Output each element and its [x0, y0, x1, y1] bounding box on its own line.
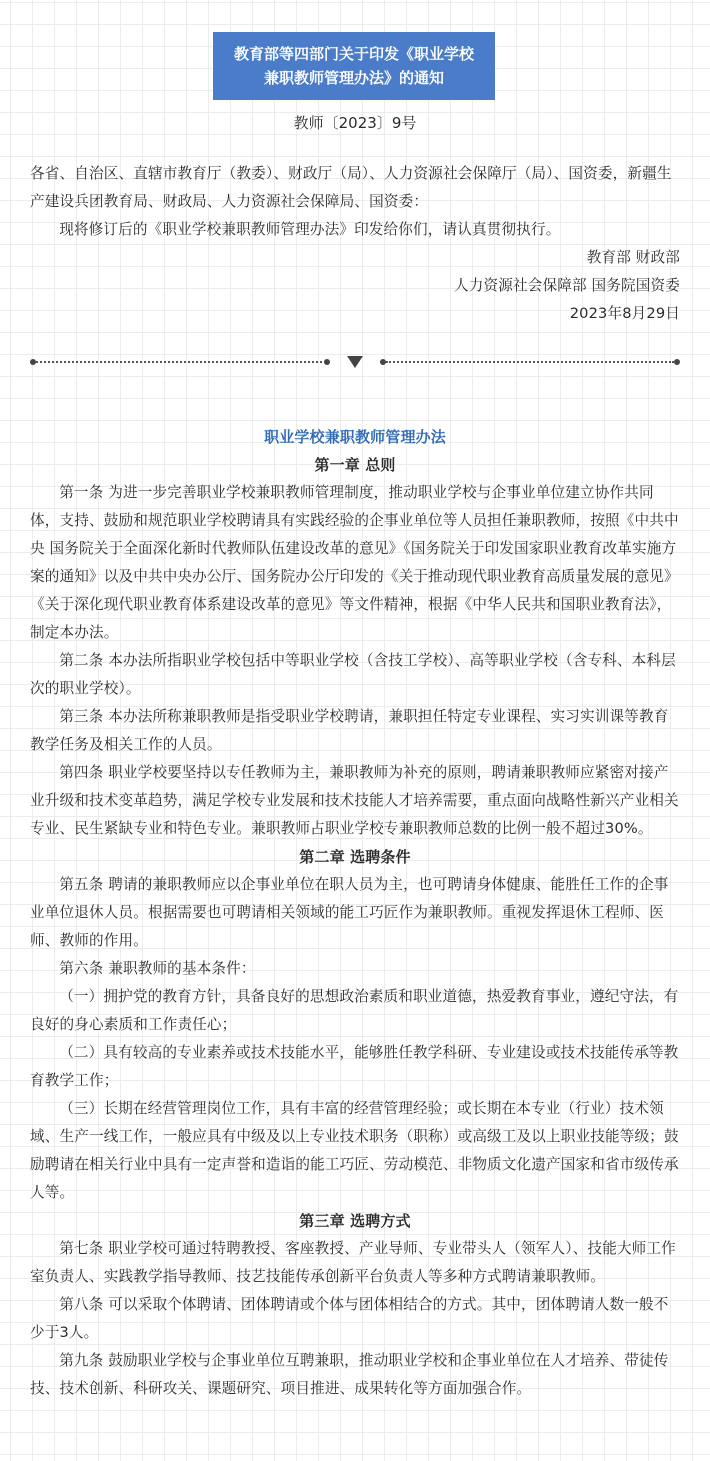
article: 第五条 聘请的兼职教师应以企事业单位在职人员为主，也可聘请身体健康、能胜任工作的企事业单位退休人员。根据需要也可聘请相关领域的能工巧匠作为兼职教师。重视发挥退休工程师、医师、教师的作用。 [30, 876, 669, 949]
chapter-heading: 第三章 选聘方式 [299, 1212, 411, 1230]
notice-date: 2023年8月29日 [569, 305, 680, 322]
article: 第三条 本办法所称兼职教师是指受职业学校聘请，兼职担任特定专业课程、实习实训课等教育教学任务及相关工作的人员。 [30, 708, 669, 753]
triangle-down-icon [347, 356, 363, 368]
divider-dot-inner-left [324, 359, 330, 365]
article: 第二条 本办法所指职业学校包括中等职业学校（含技工学校）、高等职业学校（含专科、本科层次的职业学校）。 [30, 652, 676, 697]
article: 第七条 职业学校可通过特聘教授、客座教授、产业导师、专业带头人（领军人）、技能大师工作室负责人、实践教学指导教师、技艺技能传承创新平台负责人等多种方式聘请兼职教师。 [30, 1240, 676, 1285]
document-number: 教师〔2023〕9号 [293, 114, 417, 132]
article-item: （二）具有较高的专业素养或技术技能水平，能够胜任教学科研、专业建设或技术技能传承等教育教学工作； [30, 1044, 679, 1089]
divider-dot-right [674, 359, 680, 365]
article-item: （一）拥护党的教育方针，具备良好的思想政治素质和职业道德，热爱教育事业，遵纪守法，有良好的身心素质和工作责任心； [30, 988, 679, 1033]
article: 第一条 为进一步完善职业学校兼职教师管理制度，推动职业学校与企事业单位建立协作共同体，支持、鼓励和规范职业学校聘请具有实践经验的企事业单位等人员担任兼职教师，按照《中共中央 国务院关于全面深化新时代教师队伍建设改革的意见》《国务院关于印发国家职业教育改革实施方案的通知》以及中共中央办公厅、国务院办公厅印发的《关于推动现代职业教育高质量发展的意见》《关于深化现代职业教育体系建设改革的意见》等文件精神，根据《中华人民共和国职业教育法》，制定本办法。 [30, 484, 679, 641]
divider-line-right [386, 361, 674, 363]
article: 第九条 鼓励职业学校与企事业单位互聘兼职，推动职业学校和企事业单位在人才培养、带徒传技、技术创新、科研攻关、课题研究、项目推进、成果转化等方面加强合作。 [30, 1352, 669, 1397]
chapter-heading: 第一章 总则 [314, 456, 396, 474]
article: 第八条 可以采取个体聘请、团体聘请或个体与团体相结合的方式。其中，团体聘请人数一般不少于3人。 [30, 1296, 669, 1341]
divider-line-left [36, 361, 326, 363]
article: 第六条 兼职教师的基本条件： [59, 960, 256, 977]
article-item: （三）长期在经营管理岗位工作，具有丰富的经营管理经验；或长期在本专业（行业）技术领域、生产一线工作，一般应具有中级及以上专业技术职务（职称）或高级工及以上职业技能等级；鼓励聘请在相关行业中具有一定声誉和造诣的能工巧匠、劳动模范、非物质文化遗产国家和省市级传承人等。 [30, 1100, 679, 1201]
addressee: 各省、自治区、直辖市教育厅（教委）、财政厅（局）、人力资源社会保障厅（局）、国资委，新疆生产建设兵团教育局、财政局、人力资源社会保障局、国资委： [30, 165, 672, 210]
signatories-line1: 教育部 财政部 [586, 249, 680, 266]
law-title: 职业学校兼职教师管理办法 [264, 428, 446, 446]
notice-title-line1: 教育部等四部门关于印发《职业学校 [233, 45, 474, 63]
notice-title-line2: 兼职教师管理办法》的通知 [263, 69, 444, 87]
article: 第四条 职业学校要坚持以专任教师为主，兼职教师为补充的原则，聘请兼职教师应紧密对接产业升级和技术变革趋势，满足学校专业发展和技术技能人才培养需要，重点面向战略性新兴产业相关专业、民生紧缺专业和特色专业。兼职教师占职业学校专兼职教师总数的比例一般不超过30%。 [30, 764, 679, 837]
signatories-line2: 人力资源社会保障部 国务院国资委 [454, 277, 680, 294]
notice-body [30, 160, 680, 328]
section-divider [30, 352, 680, 372]
chapter-heading: 第二章 选聘条件 [299, 848, 411, 866]
law-content [30, 423, 680, 1403]
notice-title [213, 32, 495, 100]
notice-paragraph: 现将修订后的《职业学校兼职教师管理办法》印发给你们，请认真贯彻执行。 [59, 221, 561, 238]
